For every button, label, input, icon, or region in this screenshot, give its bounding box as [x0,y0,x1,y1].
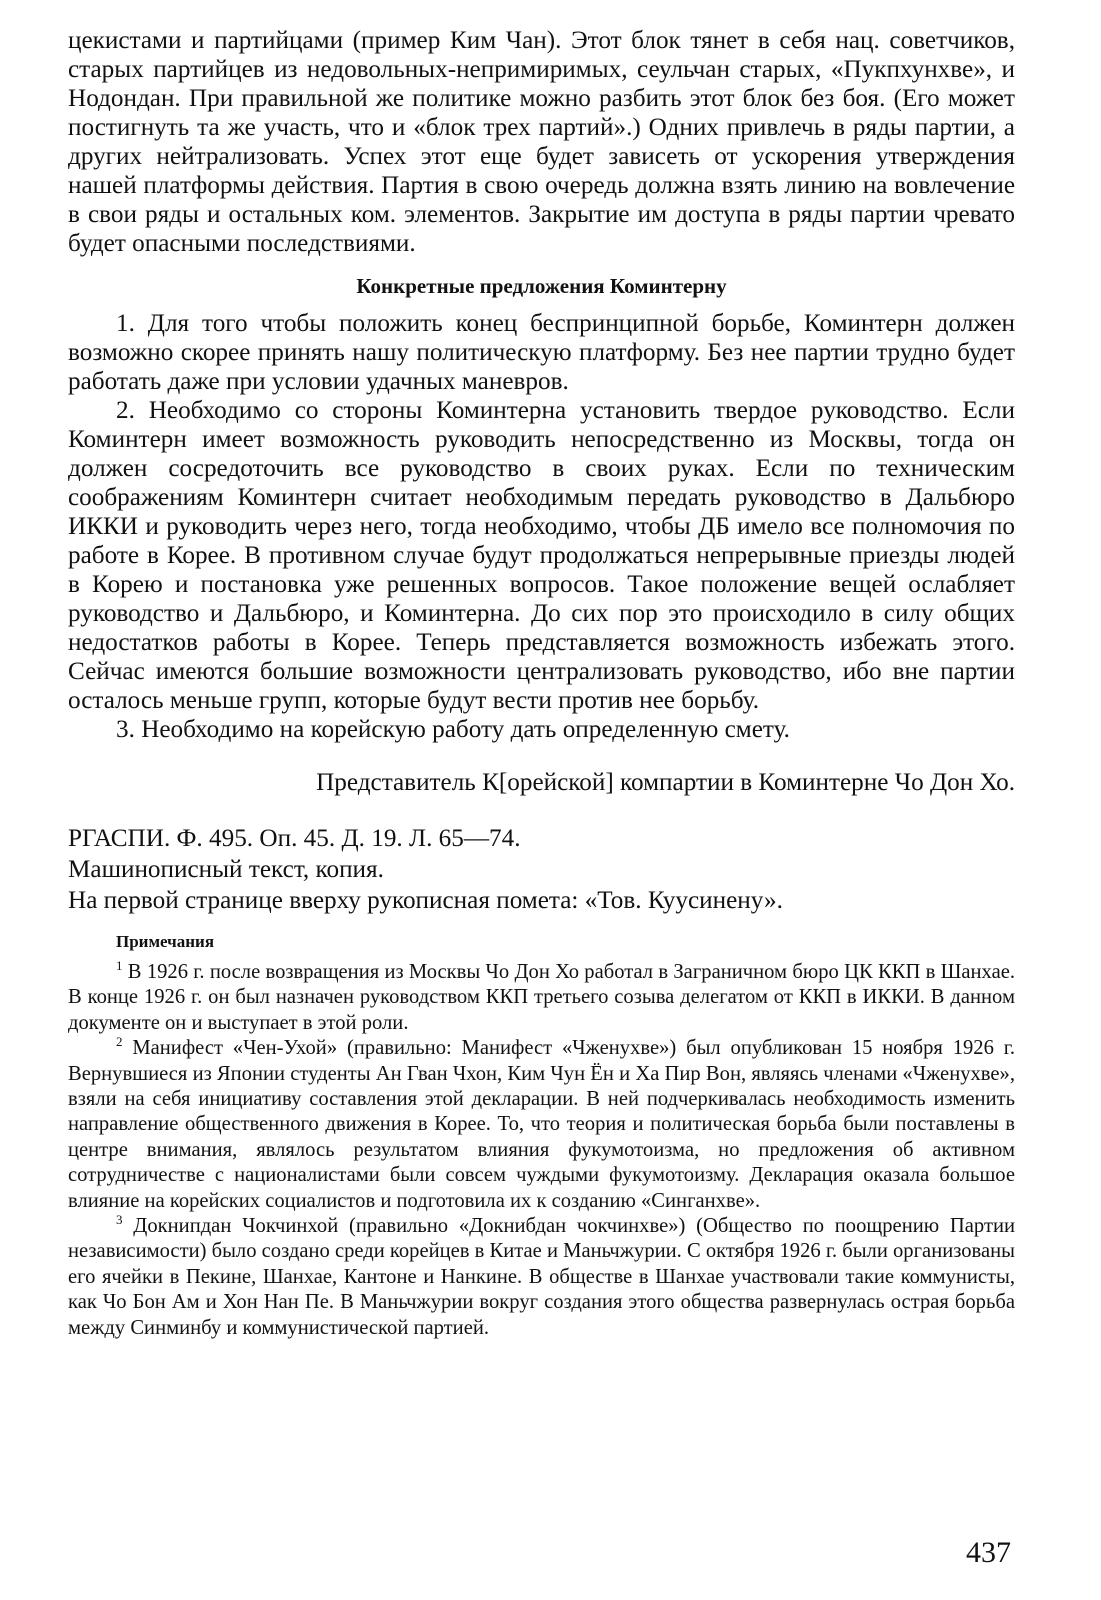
archive-line: РГАСПИ. Ф. 495. Оп. 45. Д. 19. Л. 65—74. [68,825,521,852]
footnote-number: 3 [116,1212,123,1228]
footnote-text: В 1926 г. после возвращения из Москвы Чо Дон Хо работал в Заграничном бюро ЦК ККП в Шанхае. В конце 1926 г. он был назначен руководством ККП третьего созыва делегатом от ККП в ИККИ. В данном документе он и выступает в этой роли. [68,961,1016,1034]
proposal-item: 1. Для того чтобы положить конец беспринципной борьбе, Коминтерн должен возможно скорее принять нашу политическую платформу. Без нее партии трудно будет работать даже при условии удачных маневров. [68,310,1015,395]
continuation-paragraph: цекистами и партийцами (пример Ким Чан). Этот блок тянет в себя нац. советчиков, старых партийцев из недовольных-непримиримых, сеульчан старых, «Пукпхунхве», и Нодондан. При правильной же политике можно разбить этот блок без боя. (Его может постигнуть та же участь, что и «блок трех партий».) Одних привлечь в ряды партии, а других нейтрализовать. Успех этот еще будет зависеть от ускорения утверждения нашей платформы действия. Партия в свою очередь должна взять линию на вовлечение в свои ряды и остальных ком. элементов. Закрытие им доступа в ряды партии чревато будет опасными последствиями. [68,27,1015,257]
footnote-text: Докнипдан Чокчинхой (правильно «Докнибдан чокчинхве») (Общество по поощрению Партии независимости) было создано среди корейцев в Китае и Маньчжурии. С октября 1926 г. были организованы его ячейки в Пекине, Шанхае, Кантоне и Нанкине. В обществе в Шанхае участвовали такие коммунисты, как Чо Бон Ам и Хон Нан Пе. В Маньчжурии вокруг создания этого общества развернулась острая борьба между Синминбу и коммунистической партией. [68,1215,1015,1339]
proposal-item: 3. Необходимо на корейскую работу дать определенную смету. [116,716,790,743]
footnote [68,1036,1015,1214]
footnote-text: Манифест «Чен-Ухой» (правильно: Манифест «Чженухве») был опубликован 15 ноября 1926 г. Вернувшиеся из Японии студенты Ан Гван Чхон, Ким Чун Ён и Ха Пир Вон, являясь членами «Чженухве», взяли на себя инициативу составления этой декларации. В ней подчеркивалась необходимость изменить направление общественного движения в Корее. То, что теория и политическая борьба были поставлены в центре внимания, являлось результатом влияния фукумотоизма, но предложения об активном сотрудничестве с националистами были совсем чуждыми фукумотоизму. Декларация оказала большое влияние на корейских социалистов и подготовила их к созданию «Синганхве». [68,1037,1015,1212]
archive-info [68,823,1015,916]
notes-heading: Примечания [116,932,215,951]
footnote-number: 2 [116,1034,123,1050]
proposal-item: 2. Необходимо со стороны Коминтерна установить твердое руководство. Если Коминтерн имеет возможность руководить непосредственно из Москвы, тогда он должен сосредоточить все руководство в своих руках. Если по техническим соображениям Коминтерн считает необходимым передать руководство в Дальбюро ИККИ и руководить через него, тогда необходимо, чтобы ДБ имело все полномочия по работе в Корее. В противном случае будут продолжаться непрерывные приезды людей в Корею и постановка уже решенных вопросов. Такое положение вещей ослабляет руководство и Дальбюро, и Коминтерна. До сих пор это происходило в силу общих недостатков работы в Корее. Теперь представляется возможность избежать этого. Сейчас имеются большие возможности централизовать руководство, ибо вне партии осталось меньше групп, которые будут вести против нее борьбу. [68,397,1015,714]
footnote-number: 1 [116,958,123,974]
page-number: 437 [966,1536,1011,1569]
section-heading: Конкретные предложения Коминтерну [356,274,727,298]
footnote [68,960,1015,1036]
signature: Представитель К[орейской] компартии в Коминтерне Чо Дон Хо. [316,769,1015,796]
footnote [68,1214,1015,1341]
archive-line: На первой странице вверху рукописная помета: «Тов. Куусинену». [68,887,783,914]
archive-line: Машинописный текст, копия. [68,856,384,883]
